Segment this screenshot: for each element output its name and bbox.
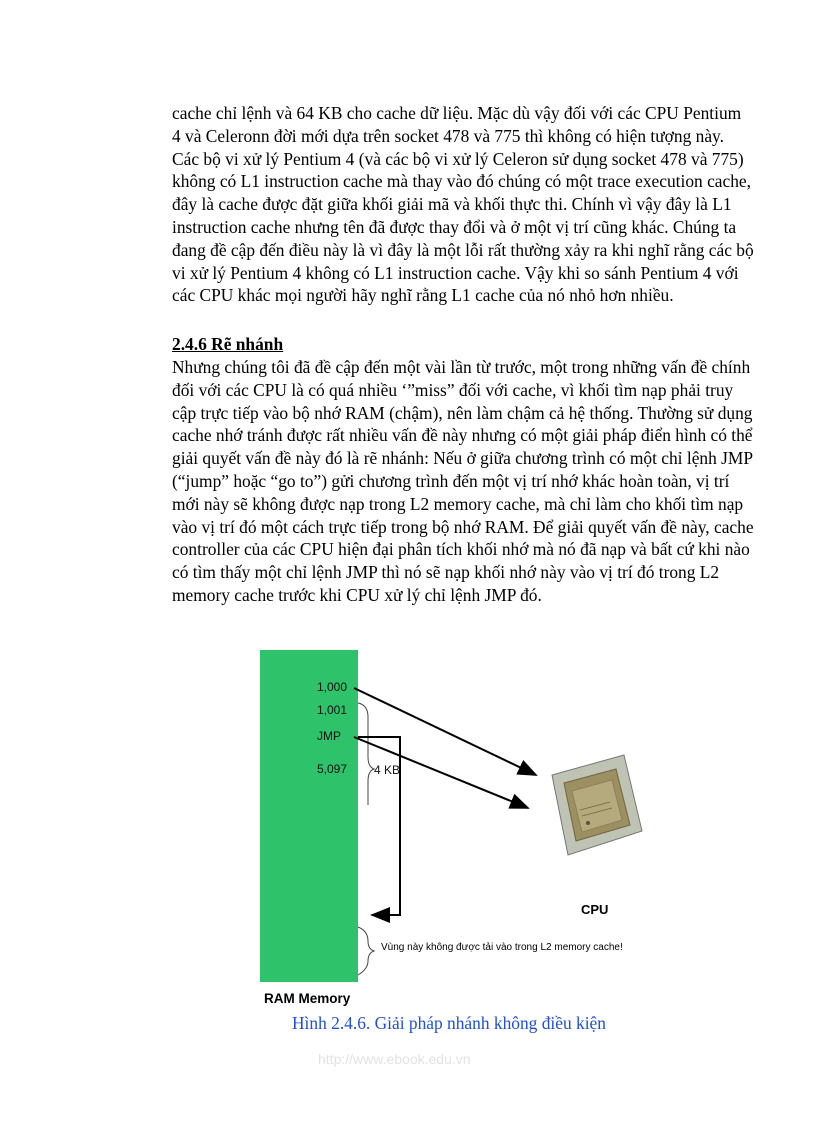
block-size-label: 4 KB xyxy=(374,763,401,777)
jump-path-arrow xyxy=(358,737,400,915)
figure-caption: Hình 2.4.6. Giải pháp nhánh không điều kiện xyxy=(292,1013,606,1033)
cpu-chip-icon xyxy=(552,755,642,855)
source-watermark: http://www.ebook.edu.vn xyxy=(318,1051,471,1067)
unloaded-region-brace xyxy=(358,927,374,975)
diagram-lines xyxy=(250,645,670,1015)
cpu-label: CPU xyxy=(581,902,609,917)
jmp-label: JMP xyxy=(317,729,341,743)
paragraph-branching: Nhưng chúng tôi đã đề cập đến một vài lần từ trước, một trong những vấn đề chính đối với các CPU là có quá nhiều ‘”miss” đối với cache, vì khối tìm nạp phải truy cập trực tiếp vào bộ nhớ RAM (chậm), nên làm chậm cả hệ thống. Thường sử dụng cache nhớ tránh được rất nhiều vấn đề này nhưng có một giải pháp điển hình có thể giải quyết vấn đề này đó là rẽ nhánh: Nếu ở giữa chương trình có một chỉ lệnh JMP (“jump” hoặc “go to”) gửi chương trình đến một vị trí nhớ khác hoàn toàn, vị trí mới này sẽ không được nạp trong L2 memory cache, mà chỉ làm cho khối tìm nạp vào vị trí đó một cách trực tiếp trong bộ nhớ RAM. Để giải quyết vấn đề này, cache controller của các CPU hiện đại phân tích khối nhớ mà nó đã nạp và bất cứ khi nào có tìm thấy một chỉ lệnh JMP thì nó sẽ nạp khối nhớ này vào vị trí đó trong L2 memory cache trước khi CPU xử lý chỉ lệnh JMP đó. xyxy=(172,357,754,605)
branching-diagram xyxy=(250,645,670,1015)
l2-note-label: Vùng này không được tải vào trong L2 memory cache! xyxy=(381,942,623,953)
address-1001-label: 1,001 xyxy=(317,703,348,717)
arrow-fetch-jmp xyxy=(354,737,528,808)
paragraph-intro: cache chỉ lệnh và 64 KB cho cache dữ liệu. Mặc dù vậy đối với các CPU Pentium 4 và Celeronn đời mới dựa trên socket 478 và 775 thì không có hiện tượng này. Các bộ vi xử lý Pentium 4 (và các bộ vi xử lý Celeron sử dụng socket 478 và 775) không có L1 instruction cache mà thay vào đó chúng có một trace execution cache, đây là cache được đặt giữa khối giải mã và khối thực thi. Chính vì vậy đây là L1 instruction cache nhưng tên đã được thay đổi và ở một vị trí cũng khác. Chúng ta đang đề cập đến điều này là vì đây là một lỗi rất thường xảy ra khi nghĩ rằng các bộ vi xử lý Pentium 4 không có L1 instruction cache. Vậy khi so sánh Pentium 4 với các CPU khác mọi người hãy nghĩ rằng L1 cache của nó nhỏ hơn nhiều. xyxy=(172,103,754,306)
address-1000-label: 1,000 xyxy=(317,680,348,694)
block-brace xyxy=(358,703,374,805)
section-heading: 2.4.6 Rẽ nhánh xyxy=(172,334,284,354)
arrow-fetch-1000 xyxy=(354,688,536,775)
ram-memory-label: RAM Memory xyxy=(264,991,351,1006)
address-5097-label: 5,097 xyxy=(317,762,348,776)
